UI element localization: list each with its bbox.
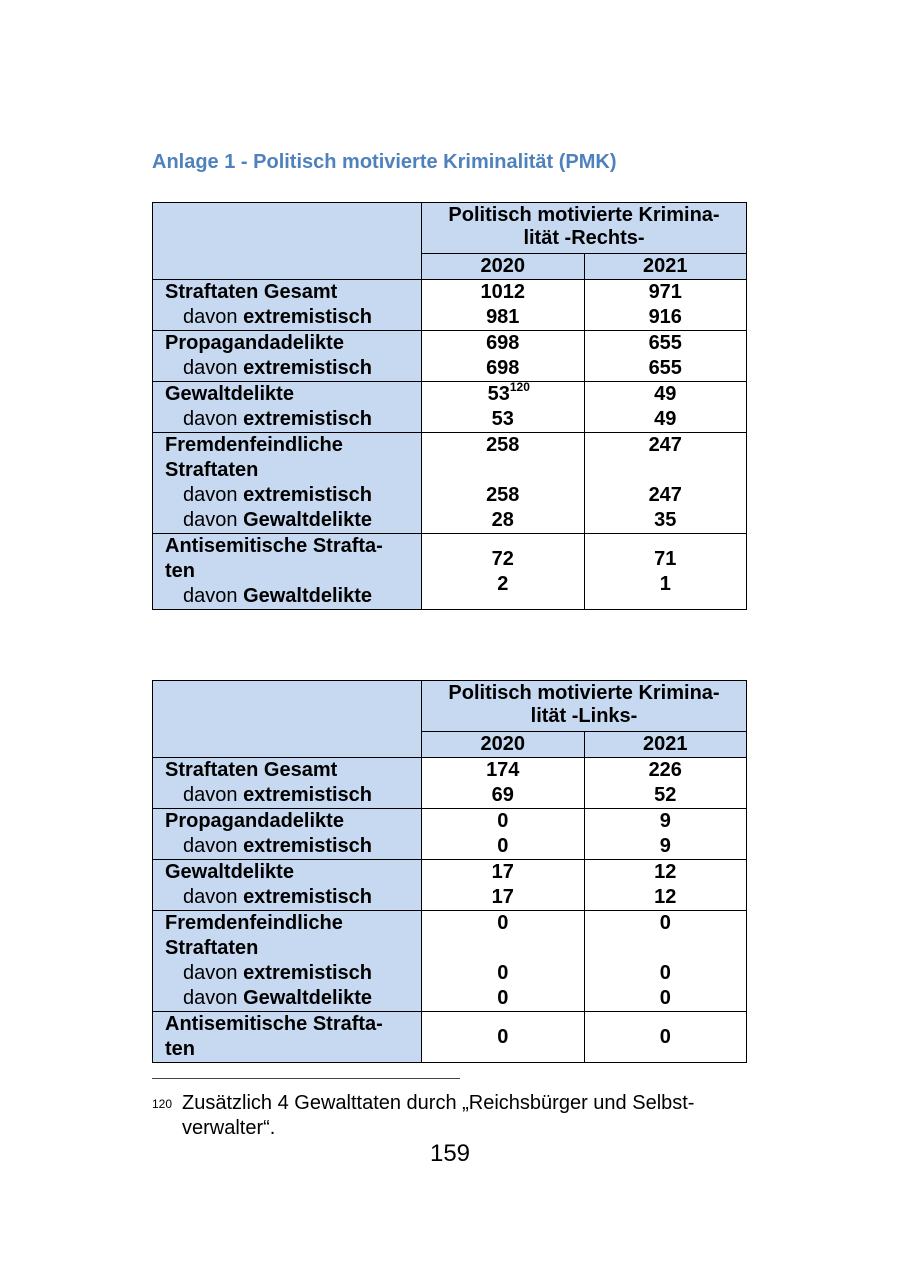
value: 1012: [480, 281, 525, 303]
row-label: [153, 382, 421, 407]
value: 258: [486, 484, 520, 506]
label-prefix: davon: [183, 886, 244, 908]
label-prefix: davon: [183, 585, 244, 607]
footnote: [152, 1091, 746, 1139]
row-label: [153, 407, 421, 432]
table-title-cell: [422, 681, 747, 732]
row-label-cell: [153, 1012, 422, 1063]
header-corner-cell: [153, 681, 422, 758]
value: 49: [654, 408, 677, 430]
label-main: Propagandadelikte: [165, 810, 344, 832]
value-cell-2021: [584, 280, 747, 331]
table-row: [153, 809, 747, 860]
row-label: [153, 508, 421, 533]
value-cell-2020: [422, 1012, 585, 1063]
row-label: [153, 986, 421, 1011]
row-label: [153, 758, 421, 783]
row-label: [153, 331, 421, 356]
value: 49: [654, 383, 677, 405]
label-emphasis: extremistisch: [243, 484, 373, 506]
row-label: [153, 1037, 421, 1062]
value: 247: [648, 484, 682, 506]
value: 698: [486, 332, 520, 354]
label-emphasis: Gewaltdelikte: [243, 585, 372, 607]
label-main: ten: [165, 560, 195, 582]
value: 12: [654, 886, 677, 908]
value-cell-2021: [584, 809, 747, 860]
value: [422, 458, 584, 483]
value-cell-2020: [422, 280, 585, 331]
value-cell-2020: [422, 382, 585, 433]
label-prefix: davon: [183, 835, 244, 857]
table-row: [153, 911, 747, 1012]
value-cell-2020: [422, 433, 585, 534]
label-prefix: davon: [183, 408, 244, 430]
label-main: Antisemitische Strafta-: [165, 535, 383, 557]
label-emphasis: Gewaltdelikte: [243, 987, 372, 1009]
value: 9: [659, 810, 671, 832]
value: 0: [497, 962, 509, 984]
label-emphasis: extremistisch: [243, 784, 373, 806]
label-emphasis: extremistisch: [243, 835, 373, 857]
table-row: [153, 860, 747, 911]
label-main: Fremdenfeindliche: [165, 912, 343, 934]
year-header-2021: 2021: [584, 254, 747, 280]
value: 0: [659, 1025, 671, 1048]
value: 28: [491, 509, 514, 531]
value: 0: [497, 912, 509, 934]
label-prefix: davon: [183, 962, 244, 984]
row-label: [153, 911, 421, 936]
footnote-divider: [152, 1078, 460, 1079]
value: 17: [491, 886, 514, 908]
page-heading: Anlage 1 - Politisch motivierte Kriminalität (PMK): [152, 151, 617, 173]
value: 655: [648, 332, 682, 354]
table-title-line: Politisch motivierte Krimina-: [448, 204, 720, 226]
value: 916: [648, 306, 682, 328]
table-title-cell: [422, 203, 747, 254]
value: 0: [497, 835, 509, 857]
value-cell-2021: [584, 534, 747, 610]
label-emphasis: Gewaltdelikte: [243, 509, 372, 531]
row-label: [153, 305, 421, 330]
row-label-cell: [153, 911, 422, 1012]
row-label: [153, 559, 421, 584]
value: 0: [659, 912, 671, 934]
row-label-cell: [153, 382, 422, 433]
label-prefix: davon: [183, 509, 244, 531]
row-label: [153, 834, 421, 859]
value: 2: [497, 572, 509, 595]
value: 0: [659, 987, 671, 1009]
label-main: Antisemitische Strafta-: [165, 1013, 383, 1035]
value: [585, 458, 747, 483]
table-title-line: lität -Rechts-: [523, 227, 645, 249]
pmk-links-table: [152, 680, 747, 1063]
label-main: Propagandadelikte: [165, 332, 344, 354]
header-row: [153, 681, 747, 732]
header-row: [153, 203, 747, 254]
value-cell-2021: [584, 331, 747, 382]
row-label-cell: [153, 809, 422, 860]
table-row: [153, 382, 747, 433]
row-label: [153, 783, 421, 808]
row-label-cell: [153, 280, 422, 331]
row-label: [153, 936, 421, 961]
row-label: [153, 458, 421, 483]
table-row: [153, 534, 747, 610]
value: 698: [486, 357, 520, 379]
row-label-cell: [153, 433, 422, 534]
value: 971: [648, 281, 682, 303]
row-label: [153, 961, 421, 986]
row-label: [153, 280, 421, 305]
row-label: [153, 534, 421, 559]
footnote-text: Zusätzlich 4 Gewalttaten durch „Reichsbürger und Selbst- verwalter“.: [182, 1092, 695, 1139]
label-main: Fremdenfeindliche: [165, 434, 343, 456]
row-label: [153, 584, 421, 609]
label-main: Straftaten Gesamt: [165, 759, 338, 781]
row-label: [153, 809, 421, 834]
row-label: [153, 356, 421, 381]
label-prefix: davon: [183, 484, 244, 506]
year-header-2021: 2021: [584, 732, 747, 758]
row-label: [153, 1012, 421, 1037]
value-number: 53: [487, 383, 510, 405]
value-cell-2021: [584, 433, 747, 534]
label-prefix: davon: [183, 784, 244, 806]
label-prefix: davon: [183, 306, 244, 328]
value: 0: [497, 1025, 509, 1048]
label-main: Straftaten Gesamt: [165, 281, 338, 303]
value: 247: [648, 434, 682, 456]
value: [422, 382, 584, 407]
value: 69: [491, 784, 514, 806]
pmk-rechts-table: [152, 202, 747, 610]
label-emphasis: extremistisch: [243, 962, 373, 984]
value: 12: [654, 861, 677, 883]
table-row: [153, 331, 747, 382]
table-title-line: Politisch motivierte Krimina-: [448, 682, 720, 704]
value: 226: [648, 759, 682, 781]
value: [585, 936, 747, 961]
footnote-reference: 120: [509, 380, 530, 394]
value: [422, 936, 584, 961]
row-label-cell: [153, 860, 422, 911]
table-row: [153, 280, 747, 331]
row-label-cell: [153, 758, 422, 809]
label-main: Straftaten: [165, 459, 259, 481]
value: 53: [491, 408, 514, 430]
header-corner-cell: [153, 203, 422, 280]
value-cell-2020: [422, 331, 585, 382]
value: 0: [497, 810, 509, 832]
value: 174: [486, 759, 520, 781]
label-emphasis: extremistisch: [243, 408, 373, 430]
value-cell-2020: [422, 809, 585, 860]
row-label: [153, 483, 421, 508]
value: 35: [654, 509, 677, 531]
value: 981: [486, 306, 520, 328]
label-prefix: davon: [183, 987, 244, 1009]
value-cell-2020: [422, 534, 585, 610]
row-label: [153, 860, 421, 885]
value-cell-2020: [422, 911, 585, 1012]
table-row: [153, 433, 747, 534]
row-label: [153, 885, 421, 910]
label-main: ten: [165, 1038, 195, 1060]
label-emphasis: extremistisch: [243, 357, 373, 379]
value-cell-2020: [422, 860, 585, 911]
label-emphasis: extremistisch: [243, 886, 373, 908]
year-header-2020: 2020: [422, 732, 585, 758]
table-row: [153, 758, 747, 809]
value: 17: [491, 861, 514, 883]
table-title-line: lität -Links-: [530, 705, 638, 727]
value: 9: [659, 835, 671, 857]
value: 52: [654, 784, 677, 806]
label-prefix: davon: [183, 357, 244, 379]
footnote-number: 120: [152, 1097, 173, 1111]
label-main: Straftaten: [165, 937, 259, 959]
value-cell-2021: [584, 1012, 747, 1063]
value-cell-2021: [584, 860, 747, 911]
value-cell-2021: [584, 758, 747, 809]
value-cell-2021: [584, 911, 747, 1012]
label-main: Gewaltdelikte: [165, 383, 294, 405]
value: 655: [648, 357, 682, 379]
row-label: [153, 433, 421, 458]
value-cell-2020: [422, 758, 585, 809]
value: 0: [497, 987, 509, 1009]
table-row: [153, 1012, 747, 1063]
value: 0: [659, 962, 671, 984]
value-cell-2021: [584, 382, 747, 433]
row-label-cell: [153, 331, 422, 382]
page-number: 159: [429, 1140, 471, 1167]
row-label-cell: [153, 534, 422, 610]
year-header-2020: 2020: [422, 254, 585, 280]
value: 71: [654, 547, 677, 570]
label-main: Gewaltdelikte: [165, 861, 294, 883]
value: 258: [486, 434, 520, 456]
value: 72: [491, 547, 514, 570]
value: 1: [659, 572, 671, 595]
label-emphasis: extremistisch: [243, 306, 373, 328]
